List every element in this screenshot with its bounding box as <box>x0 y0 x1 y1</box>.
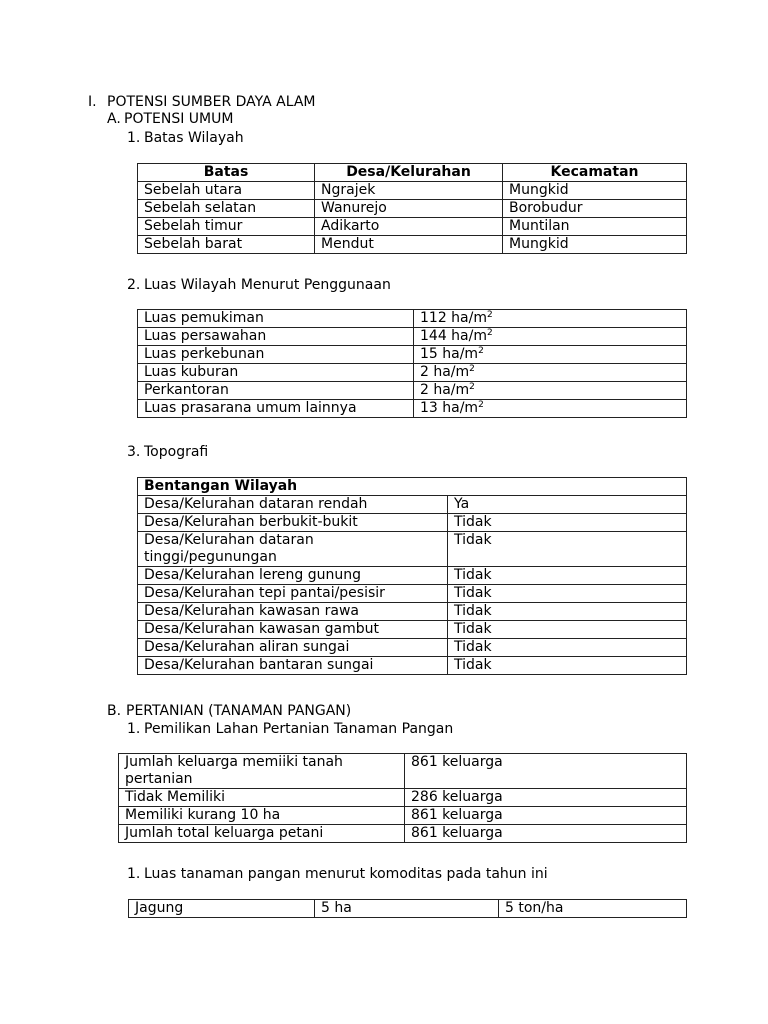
table-row <box>138 514 687 532</box>
table-row <box>138 328 687 346</box>
table-cell <box>414 310 687 328</box>
table-cell: Mendut <box>315 236 503 254</box>
item-b2-number: 1. <box>127 866 141 882</box>
table-cell: Jumlah total keluarga petani <box>119 825 405 843</box>
table-header-row <box>138 164 687 182</box>
table-row <box>138 532 687 567</box>
section-b-title: PERTANIAN (TANAMAN PANGAN) <box>126 703 352 719</box>
table-row <box>138 657 687 675</box>
table-cell: Perkantoran <box>138 382 414 400</box>
table-row <box>138 218 687 236</box>
table-row <box>138 400 687 418</box>
table-row <box>138 639 687 657</box>
table-row <box>138 346 687 364</box>
unit-exponent: 2 <box>469 382 475 392</box>
komoditas-table <box>128 899 687 918</box>
item-3-title: Topografi <box>144 444 209 460</box>
table-cell: Luas prasarana umum lainnya <box>138 400 414 418</box>
table-cell <box>414 400 687 418</box>
table-cell: 286 keluarga <box>405 789 687 807</box>
table-cell: Tidak <box>448 567 687 585</box>
heading-number: I. <box>88 94 97 110</box>
section-a-number: A. <box>107 111 121 127</box>
table-row <box>119 825 687 843</box>
table-cell: Luas persawahan <box>138 328 414 346</box>
table-cell: Desa/Kelurahan kawasan rawa <box>138 603 448 621</box>
table-cell: Tidak Memiliki <box>119 789 405 807</box>
area-value: 2 ha/m <box>420 364 470 380</box>
table-row <box>119 789 687 807</box>
batas-wilayah-table <box>137 163 687 254</box>
cell-line: tinggi/pegunungan <box>144 549 277 565</box>
item-b1-title: Pemilikan Lahan Pertanian Tanaman Pangan <box>144 721 454 737</box>
unit-exponent: 2 <box>486 328 493 338</box>
table-cell: Tidak <box>448 639 687 657</box>
table-cell: Tidak <box>448 603 687 621</box>
pemilikan-lahan-table <box>118 753 687 843</box>
table-cell: Tidak <box>448 532 687 567</box>
table-cell: Desa/Kelurahan tepi pantai/pesisir <box>138 585 448 603</box>
table-row <box>138 182 687 200</box>
table-row <box>138 200 687 218</box>
topografi-table <box>137 477 687 675</box>
table-cell: Desa/Kelurahan lereng gunung <box>138 567 448 585</box>
table-cell: Sebelah timur <box>138 218 315 236</box>
item-3-number: 3. <box>127 444 141 460</box>
table-cell: 861 keluarga <box>405 754 687 789</box>
table-cell: Luas kuburan <box>138 364 414 382</box>
table-cell: Tidak <box>448 621 687 639</box>
column-header: Batas <box>138 164 315 182</box>
table-cell <box>414 328 687 346</box>
table-cell: 861 keluarga <box>405 825 687 843</box>
cell-line: Jumlah keluarga memiiki tanah <box>125 754 343 770</box>
table-row <box>138 364 687 382</box>
item-2-title: Luas Wilayah Menurut Penggunaan <box>144 277 391 293</box>
table-cell <box>138 532 448 567</box>
heading-title: POTENSI SUMBER DAYA ALAM <box>107 94 316 110</box>
table-cell: 5 ton/ha <box>499 900 687 918</box>
table-cell: Sebelah utara <box>138 182 315 200</box>
column-header: Kecamatan <box>503 164 687 182</box>
area-value: 13 ha/m <box>420 400 479 416</box>
cell-line: Desa/Kelurahan dataran <box>144 532 314 548</box>
table-cell: Jagung <box>129 900 315 918</box>
area-value: 112 ha/m <box>420 310 487 326</box>
table-cell: Tidak <box>448 514 687 532</box>
table-cell: Tidak <box>448 657 687 675</box>
table-cell: Wanurejo <box>315 200 503 218</box>
table-row <box>138 621 687 639</box>
table-cell: Luas perkebunan <box>138 346 414 364</box>
table-row <box>138 603 687 621</box>
table-cell: Muntilan <box>503 218 687 236</box>
table-cell: Memiliki kurang 10 ha <box>119 807 405 825</box>
item-b2-title: Luas tanaman pangan menurut komoditas pada tahun ini <box>144 866 548 882</box>
section-b-number: B. <box>107 703 122 719</box>
table-row <box>138 585 687 603</box>
table-cell: Luas pemukiman <box>138 310 414 328</box>
luas-wilayah-table <box>137 309 687 418</box>
table-cell: Ngrajek <box>315 182 503 200</box>
table-cell <box>414 364 687 382</box>
table-cell: 5 ha <box>315 900 499 918</box>
table-row <box>138 310 687 328</box>
table-header-row <box>138 478 687 496</box>
item-1-number: 1. <box>127 130 141 146</box>
table-row <box>119 807 687 825</box>
table-cell: Sebelah barat <box>138 236 315 254</box>
table-row <box>129 900 687 918</box>
table-cell <box>119 754 405 789</box>
unit-exponent: 2 <box>478 400 484 410</box>
item-1-title: Batas Wilayah <box>144 130 244 146</box>
area-value: 144 ha/m <box>420 328 487 344</box>
table-row <box>138 567 687 585</box>
table-cell: Desa/Kelurahan aliran sungai <box>138 639 448 657</box>
table-cell: Tidak <box>448 585 687 603</box>
table-row <box>138 236 687 254</box>
table-cell: 861 keluarga <box>405 807 687 825</box>
unit-exponent: 2 <box>486 310 493 320</box>
table-cell <box>414 382 687 400</box>
area-value: 15 ha/m <box>420 346 479 362</box>
table-cell: Ya <box>448 496 687 514</box>
unit-exponent: 2 <box>478 346 484 356</box>
table-cell: Desa/Kelurahan dataran rendah <box>138 496 448 514</box>
table-cell <box>414 346 687 364</box>
table-cell: Mungkid <box>503 182 687 200</box>
column-header: Desa/Kelurahan <box>315 164 503 182</box>
table-row <box>138 496 687 514</box>
table-cell: Desa/Kelurahan kawasan gambut <box>138 621 448 639</box>
item-b1-number: 1. <box>127 721 141 737</box>
table-cell: Borobudur <box>503 200 687 218</box>
table-row <box>138 382 687 400</box>
table-cell: Desa/Kelurahan bantaran sungai <box>138 657 448 675</box>
cell-line: pertanian <box>125 771 193 787</box>
table-cell: Desa/Kelurahan berbukit-bukit <box>138 514 448 532</box>
area-value: 2 ha/m <box>420 382 470 398</box>
item-2-number: 2. <box>127 277 141 293</box>
table-header-cell: Bentangan Wilayah <box>138 478 687 496</box>
table-row <box>119 754 687 789</box>
section-a-title: POTENSI UMUM <box>124 111 234 127</box>
table-cell: Adikarto <box>315 218 503 236</box>
unit-exponent: 2 <box>469 364 475 374</box>
table-cell: Sebelah selatan <box>138 200 315 218</box>
table-cell: Mungkid <box>503 236 687 254</box>
